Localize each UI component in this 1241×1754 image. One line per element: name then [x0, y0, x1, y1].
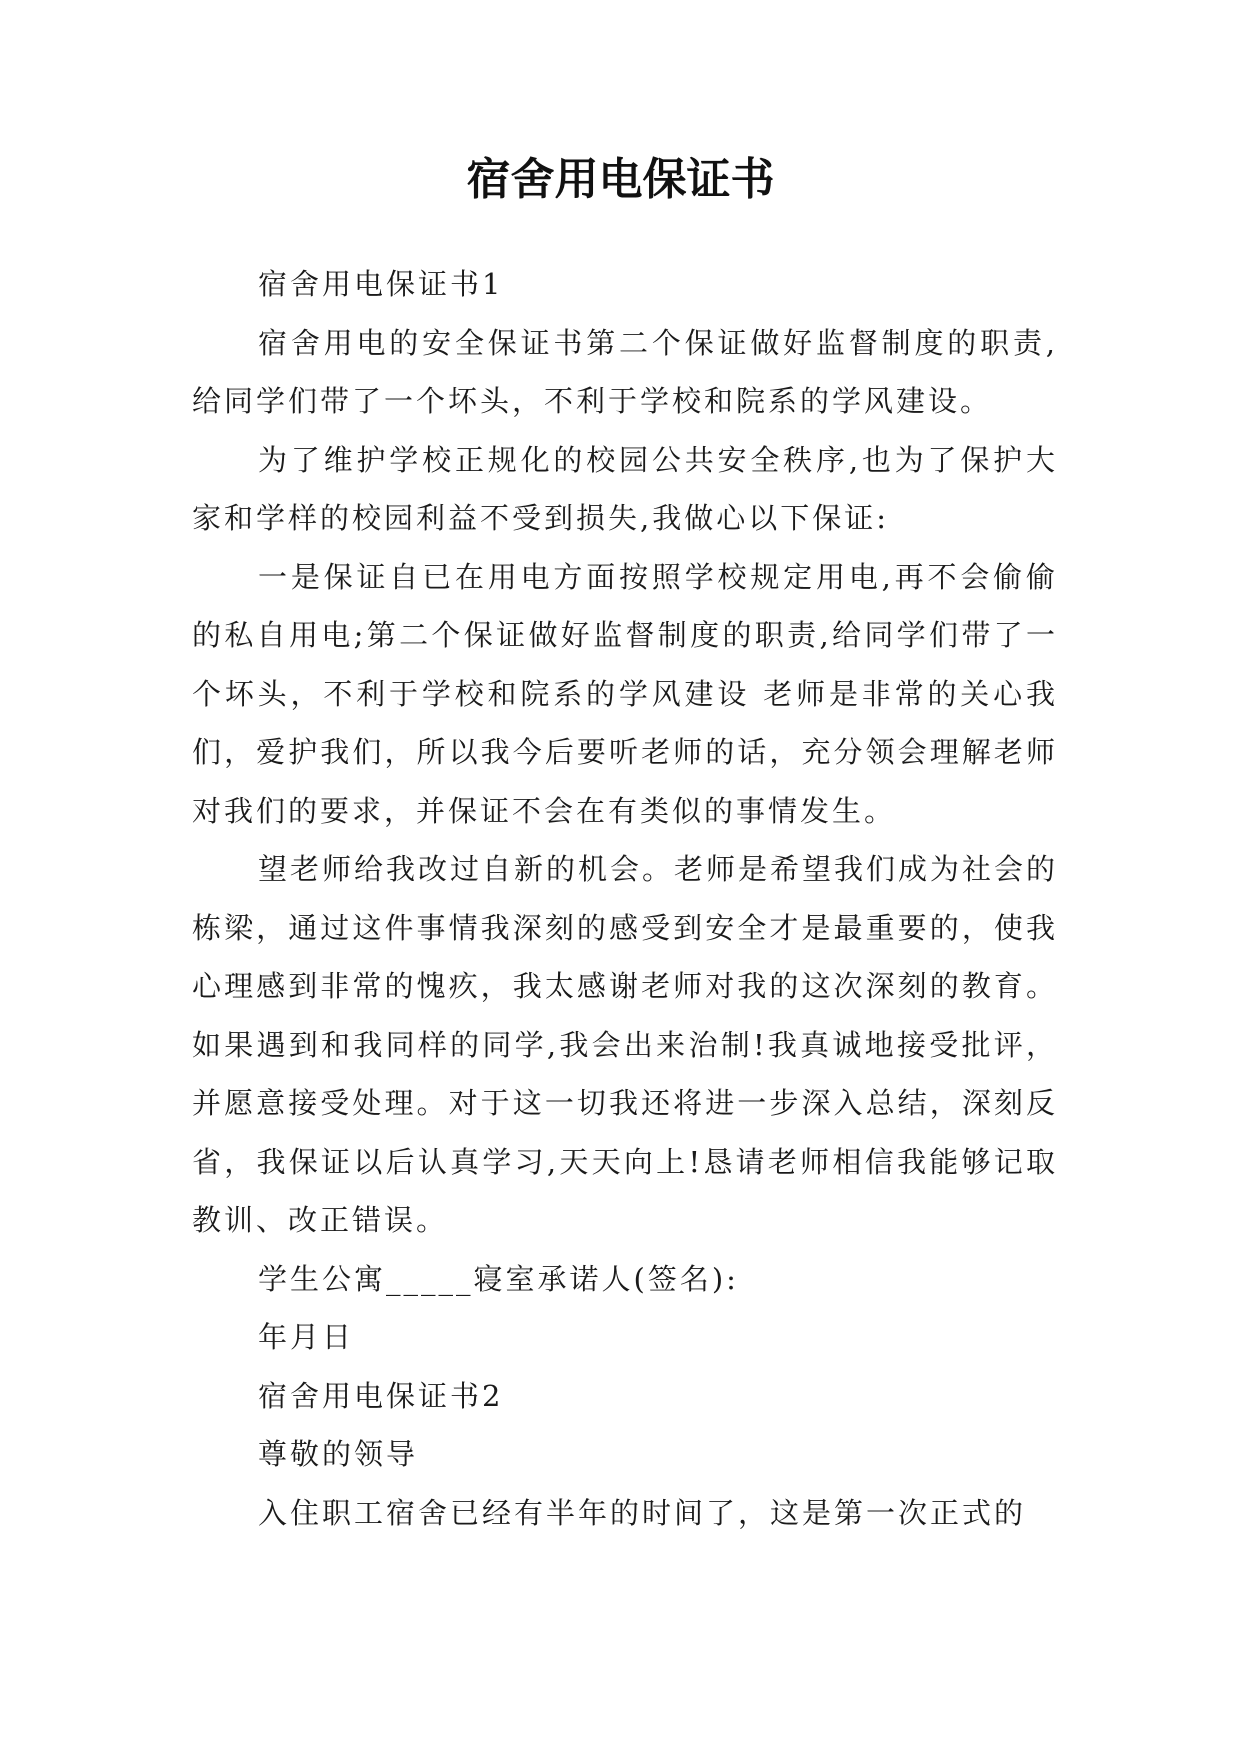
paragraph: 望老师给我改过自新的机会。老师是希望我们成为社会的栋梁，通过这件事情我深刻的感受到安全才是最重要的，使我心理感到非常的愧疚，我太感谢老师对我的这次深刻的教育。如果遇到和我同样的同学,我会出来治制!我真诚地接受批评，并愿意接受处理。对于这一切我还将进一步深入总结，深刻反省，我保证以后认真学习,天天向上!恳请老师相信我能够记取教训、改正错误。	[192, 852, 1059, 1237]
paragraph: 为了维护学校正规化的校园公共安全秩序,也为了保护大家和学样的校园利益不受到损失,我做心以下保证:	[192, 442, 1058, 535]
paragraph-heading-2: 宿舍用电保证书2	[258, 1378, 504, 1413]
document-title: 宿舍用电保证书	[466, 154, 775, 205]
paragraph: 入住职工宿舍已经有半年的时间了，这是第一次正式的	[258, 1495, 1027, 1530]
date-line: 年月日	[258, 1320, 355, 1354]
signature-line: 学生公寓_____寝室承诺人(签名):	[258, 1261, 739, 1296]
paragraph: 一是保证自已在用电方面按照学校规定用电,再不会偷偷的私自用电;第二个保证做好监督制度的职责,给同学们带了一个坏头，不利于学校和院系的学风建设 老师是非常的关心我们，爱护我们，所以我今后要听老师的话，充分领会理解老师对我们的要求，并保证不会在有类似的事情发生。	[192, 559, 1058, 828]
paragraph: 宿舍用电的安全保证书第二个保证做好监督制度的职责,给同学们带了一个坏头，不利于学校和院系的学风建设。	[192, 325, 1058, 418]
document-body	[192, 255, 1058, 1542]
paragraph-heading-1: 宿舍用电保证书1	[258, 267, 504, 301]
salutation: 尊敬的领导	[258, 1437, 419, 1471]
